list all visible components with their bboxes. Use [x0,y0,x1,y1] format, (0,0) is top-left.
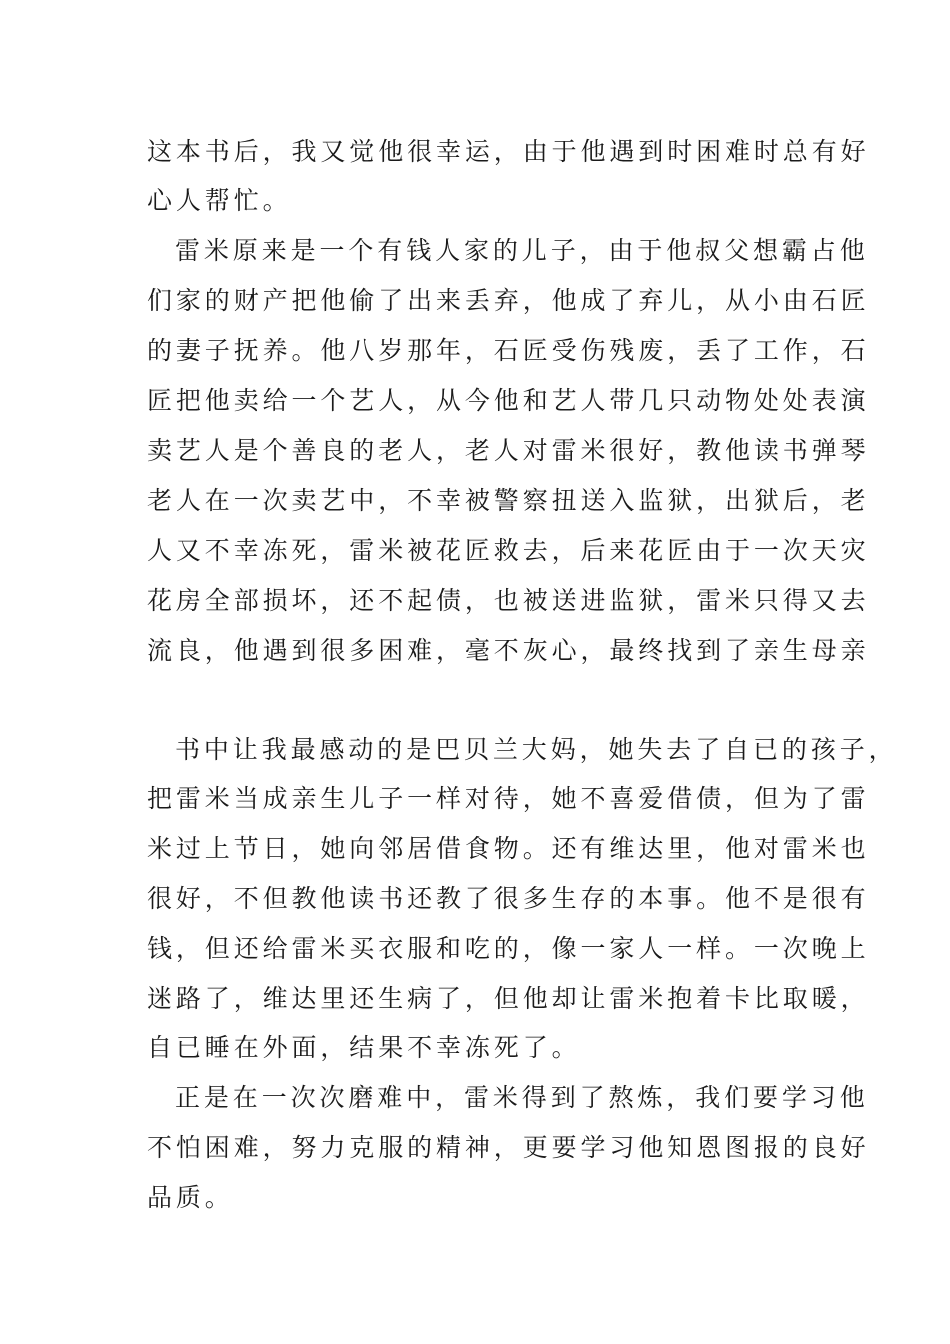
text-line: 花房全部损坏，还不起债，也被送进监狱，雷米只得又去 [147,586,870,615]
text-line: 书中让我最感动的是巴贝兰大妈，她失去了自已的孩子， [175,735,898,764]
text-line: 把雷米当成亲生儿子一样对待，她不喜爱借债，但为了雷 [147,784,870,813]
text-line: 老人在一次卖艺中，不幸被警察扭送入监狱，出狱后，老 [147,486,870,515]
text-line: 匠把他卖给一个艺人，从今他和艺人带几只动物处处表演 [147,386,870,415]
text-line: 很好，不但教他读书还教了很多生存的本事。他不是很有 [147,884,870,913]
text-line: 心人帮忙。 [147,186,292,215]
text-line: 自已睡在外面，结果不幸冻死了。 [147,1033,581,1062]
text-line: 正是在一次次磨难中，雷米得到了熬炼，我们要学习他 [175,1083,869,1112]
text-line: 卖艺人是个善良的老人，老人对雷米很好，教他读书弹琴 [147,436,870,465]
text-line: 们家的财产把他偷了出来丢弃，他成了弃儿，从小由石匠 [147,286,870,315]
text-line: 流良，他遇到很多困难，毫不灰心，最终找到了亲生母亲 [147,636,870,665]
text-line: 迷路了，维达里还生病了，但他却让雷米抱着卡比取暖， [147,984,870,1013]
text-line: 钱，但还给雷米买衣服和吃的，像一家人一样。一次晚上 [147,934,870,963]
text-line: 这本书后，我又觉他很幸运，由于他遇到时困难时总有好 [147,137,870,166]
text-line: 不怕困难，努力克服的精神，更要学习他知恩图报的良好 [147,1133,870,1162]
text-line: 雷米原来是一个有钱人家的儿子，由于他叔父想霸占他 [175,236,869,265]
text-line: 品质。 [147,1183,234,1212]
text-line: 的妻子抚养。他八岁那年，石匠受伤残废，丢了工作，石 [147,336,870,365]
text-line: 米过上节日，她向邻居借食物。还有维达里，他对雷米也 [147,834,870,863]
text-line: 人又不幸冻死，雷米被花匠救去，后来花匠由于一次天灾 [147,536,870,565]
